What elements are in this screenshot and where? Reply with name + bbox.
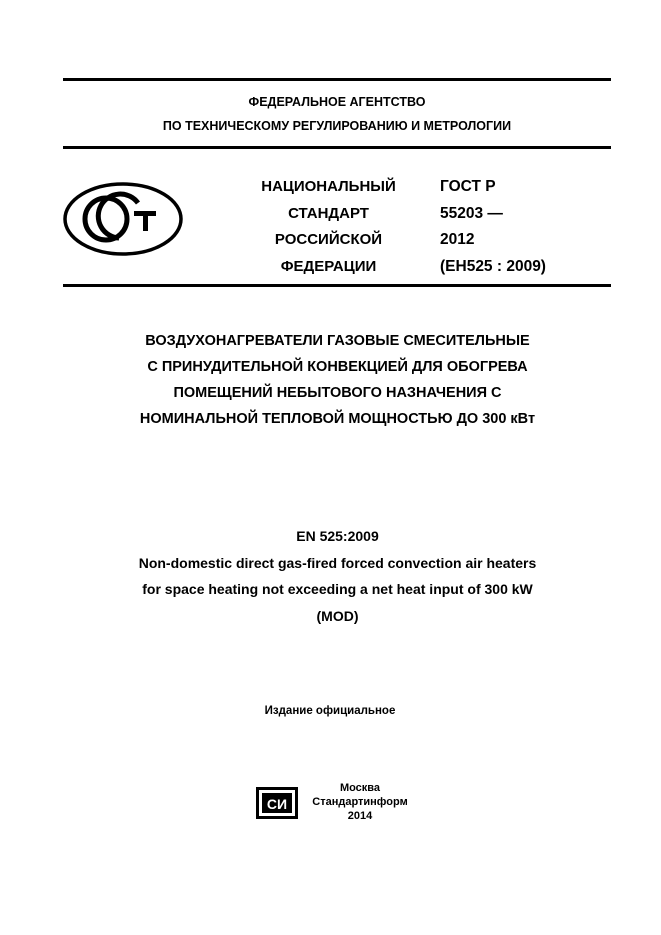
standard-number-line: 2012 [440, 231, 475, 248]
standard-type-line: РОССИЙСКОЙ [274, 231, 383, 248]
header-bottom-rule [63, 284, 611, 287]
agency-line-2: ПО ТЕХНИЧЕСКОМУ РЕГУЛИРОВАНИЮ И МЕТРОЛОГИИ [162, 119, 512, 133]
agency-bottom-rule [63, 146, 611, 149]
publisher-block [305, 781, 415, 823]
standard-type-line: ФЕДЕРАЦИИ [280, 257, 377, 275]
standard-number [440, 174, 610, 280]
standartinform-logo-icon [255, 786, 299, 820]
title-ru-line: НОМИНАЛЬНОЙ ТЕПЛОВОЙ МОЩНОСТЬЮ ДО 300 кВт [139, 411, 536, 427]
publisher-logo-text: СИ [266, 796, 288, 812]
edition-note: Издание официальное [264, 705, 396, 717]
title-english [80, 523, 595, 629]
standard-type [246, 174, 411, 280]
standard-number-line: (ЕН525 : 2009) [440, 257, 546, 275]
title-en-line: (MOD) [316, 607, 359, 624]
publisher-city: Москва [339, 782, 381, 794]
standard-number-line: 55203 — [440, 204, 503, 222]
title-ru-line: ВОЗДУХОНАГРЕВАТЕЛИ ГАЗОВЫЕ СМЕСИТЕЛЬНЫЕ [145, 333, 530, 349]
top-rule [63, 78, 611, 81]
standard-type-line: СТАНДАРТ [288, 204, 369, 222]
standard-number-line: ГОСТ Р [440, 178, 496, 195]
agency-line-1: ФЕДЕРАЛЬНОЕ АГЕНТСТВО [248, 95, 426, 109]
title-en-line: Non-domestic direct gas-fired forced convection air heaters [138, 554, 537, 571]
standard-type-line: НАЦИОНАЛЬНЫЙ [261, 178, 396, 195]
title-en-line: EN 525:2009 [296, 528, 379, 544]
title-russian [80, 328, 595, 432]
publisher-name: Стандартинформ [312, 796, 408, 808]
rst-mark-icon [62, 181, 184, 257]
title-ru-line: ПОМЕЩЕНИЙ НЕБЫТОВОГО НАЗНАЧЕНИЯ С [173, 385, 502, 401]
publisher-year: 2014 [347, 810, 373, 822]
title-ru-line: С ПРИНУДИТЕЛЬНОЙ КОНВЕКЦИЕЙ ДЛЯ ОБОГРЕВА [147, 359, 528, 375]
title-en-line: for space heating not exceeding a net heat input of 300 kW [142, 581, 533, 597]
